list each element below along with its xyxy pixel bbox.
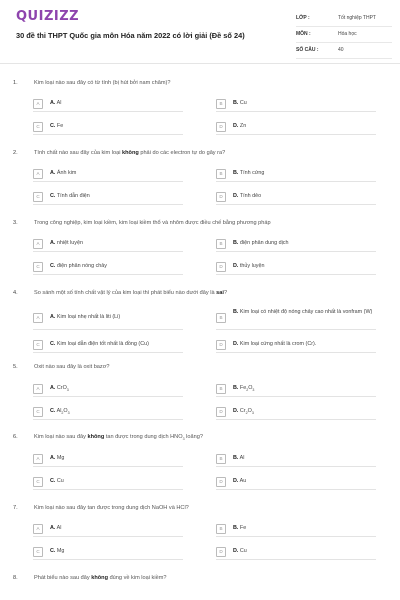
question-keyword: không xyxy=(87,434,105,440)
option-letter-box: D xyxy=(216,262,226,272)
option-key: D. xyxy=(233,478,239,484)
option-d[interactable] xyxy=(216,339,376,353)
option-text xyxy=(50,314,200,321)
meta-value: 40 xyxy=(338,47,344,53)
option-text xyxy=(50,478,64,485)
option-letter-box: B xyxy=(216,454,226,464)
option-text xyxy=(50,240,83,247)
question-text xyxy=(34,150,374,156)
option-value: Zn xyxy=(239,123,247,129)
option-value: Mg xyxy=(56,548,65,554)
question-number: 1. xyxy=(13,80,18,86)
option-value: Al xyxy=(239,455,245,461)
option-letter-box: C xyxy=(33,340,43,350)
option-text xyxy=(233,341,316,348)
option-key: D. xyxy=(233,123,239,129)
option-d[interactable] xyxy=(216,406,376,420)
option-value: Al xyxy=(56,525,62,531)
option-letter-box: B xyxy=(216,524,226,534)
option-a[interactable] xyxy=(33,98,183,112)
option-key: B. xyxy=(233,525,239,531)
option-text xyxy=(50,341,149,348)
option-a[interactable] xyxy=(33,238,183,252)
option-c[interactable] xyxy=(33,191,183,205)
option-value: điện phân dung dịch xyxy=(239,240,289,246)
question-text-part: So sánh một số tính chất vật lý của kim loại thì phát biểu nào dưới đây là xyxy=(34,290,217,296)
formula: $Al_2O_3$ xyxy=(56,408,70,416)
question-text xyxy=(34,575,374,581)
option-value: Kim loại có nhiệt độ nóng chảy cao nhất là vonfram (W) xyxy=(239,309,373,315)
option-text xyxy=(233,193,261,200)
option-a[interactable] xyxy=(33,309,183,330)
option-value: Kim loại nhẹ nhất là liti (Li) xyxy=(56,314,121,320)
option-text xyxy=(50,408,70,415)
quizizz-logo: QUIZIZZ xyxy=(16,9,80,24)
option-value: Kim loại dẫn điện tốt nhất là đồng (Cu) xyxy=(56,341,149,347)
option-value: Tính cứng xyxy=(239,170,265,176)
question-text: Kim loại nào sau đây tan được trong dung dịch NaOH và HCl? xyxy=(34,505,189,511)
question-number: 6. xyxy=(13,434,18,440)
option-key: A. xyxy=(50,525,56,531)
option-text xyxy=(233,455,244,462)
option-letter-box: A xyxy=(33,313,43,323)
formula: CrO$_3$ xyxy=(56,385,69,393)
option-letter-box: C xyxy=(33,477,43,487)
option-text xyxy=(233,123,246,130)
option-key: B. xyxy=(233,240,239,246)
option-value: Cu xyxy=(239,548,247,554)
option-key: B. xyxy=(233,385,239,391)
option-key: A. xyxy=(50,100,56,106)
option-b[interactable] xyxy=(216,238,376,252)
option-key: C. xyxy=(50,123,56,129)
option-text xyxy=(50,123,63,130)
option-key: A. xyxy=(50,240,56,246)
option-text xyxy=(50,455,64,462)
option-key: C. xyxy=(50,341,56,347)
option-letter-box: C xyxy=(33,407,43,417)
option-value: Fe xyxy=(239,525,247,531)
question-text-part: tan được trong dung dịch HNO xyxy=(104,434,183,440)
option-text xyxy=(50,170,76,177)
question-number: 2. xyxy=(13,150,18,156)
formula: $Cr_2O_3$ xyxy=(239,408,254,416)
meta-value: Tốt nghiệp THPT xyxy=(338,15,376,21)
option-value: Al xyxy=(56,100,62,106)
question-text xyxy=(34,290,374,296)
meta-value: Hóa học xyxy=(338,31,357,37)
worksheet-title: 30 đề thi THPT Quốc gia môn Hóa năm 2022 có lời giải (Đề số 24) xyxy=(16,31,245,40)
option-a[interactable] xyxy=(33,383,183,397)
option-key: B. xyxy=(233,309,239,315)
option-value: Cu xyxy=(239,100,247,106)
question-text-part: Kim loại nào sau đây xyxy=(34,434,88,440)
option-letter-box: D xyxy=(216,407,226,417)
option-letter-box: A xyxy=(33,454,43,464)
option-key: D. xyxy=(233,548,239,554)
option-text xyxy=(50,263,107,270)
option-key: C. xyxy=(50,478,56,484)
question-keyword: không xyxy=(122,150,139,156)
option-letter-box: B xyxy=(216,239,226,249)
option-letter-box: A xyxy=(33,169,43,179)
option-key: C. xyxy=(50,193,56,199)
option-d[interactable] xyxy=(216,476,376,490)
option-letter-box: D xyxy=(216,547,226,557)
option-key: A. xyxy=(50,455,56,461)
option-letter-box: D xyxy=(216,477,226,487)
option-value: Kim loại cứng nhất là crom (Cr). xyxy=(239,341,317,347)
meta-label: SỐ CÂU : xyxy=(296,47,319,53)
option-b[interactable] xyxy=(216,383,376,397)
option-text xyxy=(233,100,247,107)
option-b[interactable] xyxy=(216,98,376,112)
question-number: 3. xyxy=(13,220,18,226)
meta-row-class xyxy=(296,11,392,27)
option-key: B. xyxy=(233,100,239,106)
question-text-part: phải do các electron tự do gây ra? xyxy=(138,150,226,156)
question-text xyxy=(34,434,374,440)
option-value: thủy luyện xyxy=(239,263,265,269)
option-c[interactable] xyxy=(33,261,183,275)
worksheet-meta xyxy=(296,11,392,59)
option-b[interactable] xyxy=(216,453,376,467)
meta-label: MÔN : xyxy=(296,31,311,37)
option-letter-box: A xyxy=(33,384,43,394)
option-text xyxy=(50,100,61,107)
option-c[interactable] xyxy=(33,406,183,420)
option-value: nhiệt luyện xyxy=(56,240,83,246)
question-text-part: đúng về kim loại kiềm? xyxy=(108,575,167,581)
option-letter-box: C xyxy=(33,547,43,557)
question-text: Kim loại nào sau đây có từ tính (bị hút bởi nam châm)? xyxy=(34,80,171,86)
option-d[interactable] xyxy=(216,261,376,275)
question-number: 8. xyxy=(13,575,18,581)
option-key: D. xyxy=(233,408,239,414)
option-value: điện phân nóng chảy xyxy=(56,263,107,269)
option-value: Mg xyxy=(56,455,65,461)
option-text xyxy=(233,408,254,415)
option-text xyxy=(233,525,246,532)
option-value: Ánh kim xyxy=(56,170,77,176)
option-letter-box: C xyxy=(33,122,43,132)
option-key: B. xyxy=(233,170,239,176)
option-value: Au xyxy=(239,478,247,484)
option-letter-box: B xyxy=(216,99,226,109)
option-text xyxy=(50,525,61,532)
option-key: D. xyxy=(233,193,239,199)
option-d[interactable] xyxy=(216,121,376,135)
option-value: Cu xyxy=(56,478,64,484)
option-c[interactable] xyxy=(33,121,183,135)
question-text: Oxit nào sau đây là oxit bazơ? xyxy=(34,364,110,370)
option-letter-box: A xyxy=(33,99,43,109)
option-letter-box: B xyxy=(216,169,226,179)
question-keyword: sai xyxy=(216,290,224,296)
option-key: C. xyxy=(50,408,56,414)
option-b[interactable] xyxy=(216,168,376,182)
option-letter-box: C xyxy=(33,192,43,202)
option-value: Tính dẫn điện xyxy=(56,193,90,199)
meta-label: LỚP : xyxy=(296,15,310,21)
option-text xyxy=(233,548,247,555)
option-b[interactable] xyxy=(216,523,376,537)
option-key: A. xyxy=(50,170,56,176)
question-text: Trong công nghiệp, kim loại kiềm, kim loại kiềm thổ và nhôm được điều chế bằng phương pháp xyxy=(34,220,271,226)
option-key: C. xyxy=(50,548,56,554)
option-d[interactable] xyxy=(216,191,376,205)
option-letter-box: D xyxy=(216,122,226,132)
option-text xyxy=(233,478,246,485)
question-number: 7. xyxy=(13,505,18,511)
option-letter-box: B xyxy=(216,313,226,323)
option-text xyxy=(50,193,90,200)
option-key: D. xyxy=(233,263,239,269)
option-key: A. xyxy=(50,385,56,391)
option-letter-box: C xyxy=(33,262,43,272)
option-b[interactable] xyxy=(216,309,376,330)
option-text xyxy=(50,385,69,392)
question-number: 5. xyxy=(13,364,18,370)
meta-row-subject xyxy=(296,27,392,43)
meta-row-count xyxy=(296,43,392,59)
formula: $Fe_2O_3$ xyxy=(239,385,255,393)
option-letter-box: D xyxy=(216,192,226,202)
option-c[interactable] xyxy=(33,546,183,560)
option-letter-box: B xyxy=(216,384,226,394)
option-key: B. xyxy=(233,455,239,461)
option-a[interactable] xyxy=(33,168,183,182)
header-divider xyxy=(0,63,400,64)
option-letter-box: A xyxy=(33,239,43,249)
option-text xyxy=(233,240,288,247)
question-text-part: ? xyxy=(223,290,228,296)
question-text-part: loãng? xyxy=(184,434,203,440)
option-text xyxy=(50,548,64,555)
question-number: 4. xyxy=(13,290,18,296)
option-value: Tính dẻo xyxy=(239,193,262,199)
worksheet-header xyxy=(0,0,400,62)
option-d[interactable] xyxy=(216,546,376,560)
option-text xyxy=(233,385,254,392)
question-text-part: Phát biểu nào sau đây xyxy=(34,575,92,581)
question-subscript: 3 xyxy=(182,437,185,442)
option-text xyxy=(233,263,264,270)
option-key: A. xyxy=(50,314,56,320)
option-text xyxy=(233,170,264,177)
option-letter-box: A xyxy=(33,524,43,534)
question-text-part: Tính chất nào sau đây của kim loại xyxy=(34,150,122,156)
option-letter-box: D xyxy=(216,340,226,350)
option-key: D. xyxy=(233,341,239,347)
option-c[interactable] xyxy=(33,476,183,490)
option-value: Fe xyxy=(56,123,64,129)
question-keyword: không xyxy=(91,575,109,581)
option-key: C. xyxy=(50,263,56,269)
option-a[interactable] xyxy=(33,523,183,537)
option-c[interactable] xyxy=(33,339,183,353)
option-text xyxy=(233,309,373,316)
option-a[interactable] xyxy=(33,453,183,467)
